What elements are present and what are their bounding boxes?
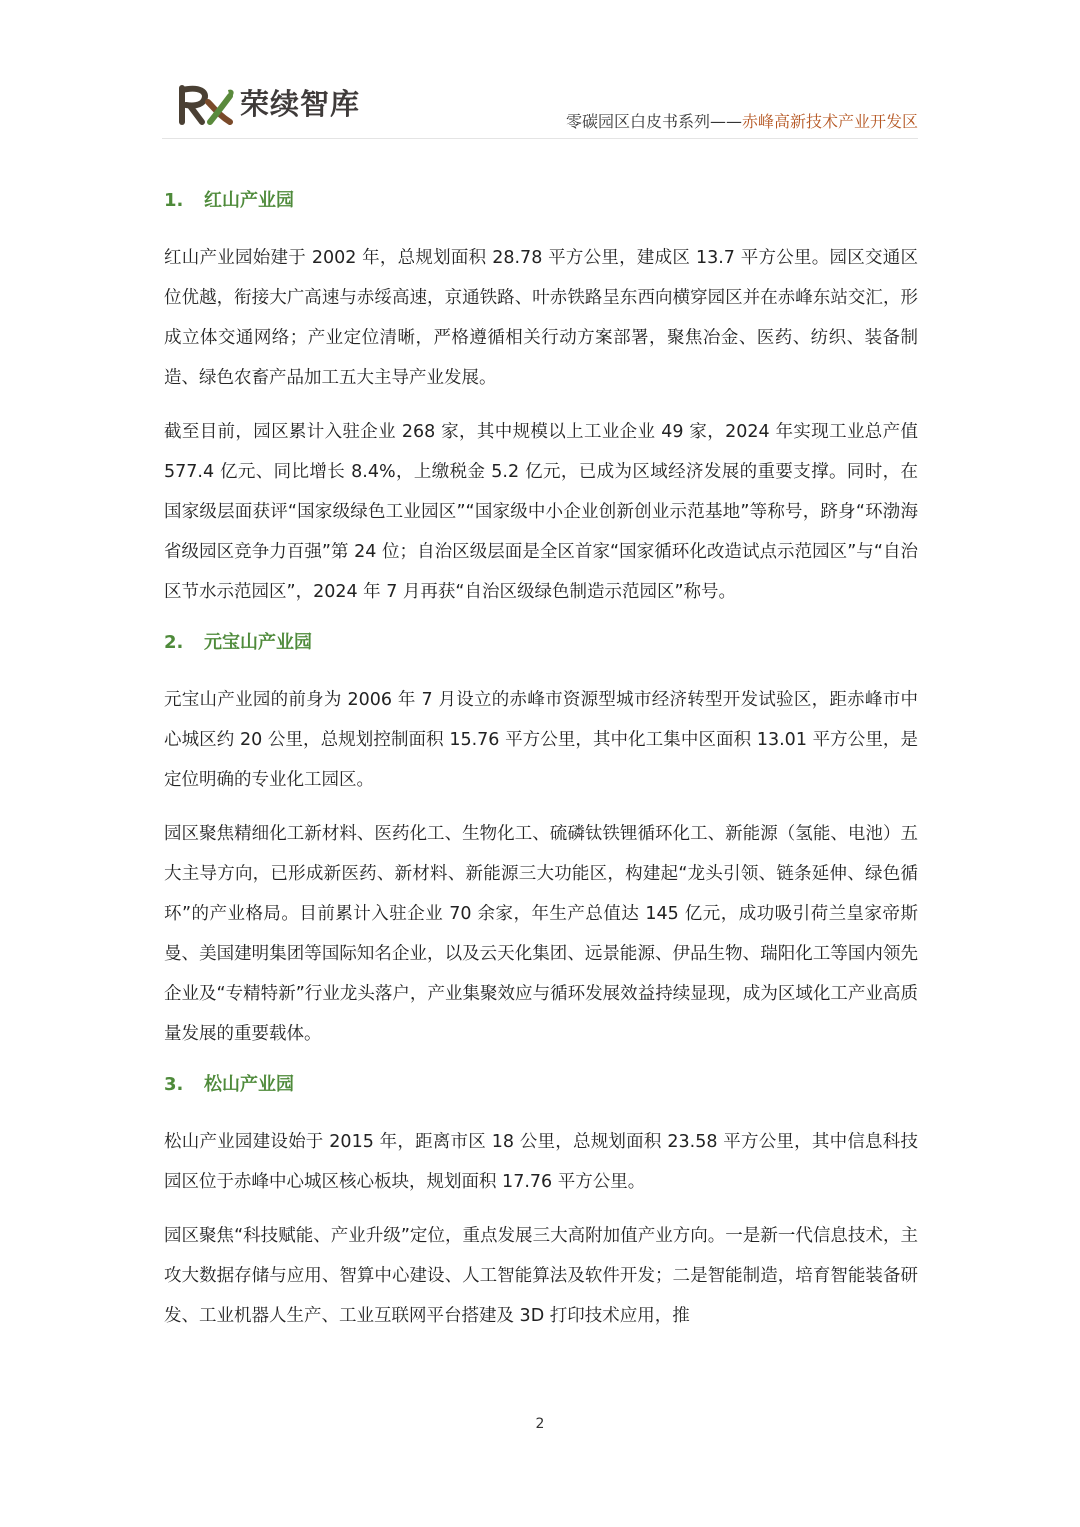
page-number: 2 [535,1416,545,1432]
brand-logo [178,82,360,126]
logo-text: 荣续智库 [240,87,361,121]
series-title: 零碳园区白皮书系列—— [565,112,742,131]
paragraph: 元宝山产业园的前身为 2006 年 7 月设立的赤峰市资源型城市经济转型开发试验区，距赤峰市中心城区约 20 公里，总规划控制面积 15.76 平方公里，其中化工集中区面积 13.01 平方公里，是定位明确的专业化工园区。 [164,690,918,790]
rx-logo-icon [178,82,236,126]
header-divider [162,138,918,139]
section-heading-1 [164,184,918,218]
paragraph: 园区聚焦“科技赋能、产业升级”定位，重点发展三大高附加值产业方向。一是新一代信息技术，主攻大数据存储与应用、智算中心建设、人工智能算法及软件开发；二是智能制造，培育智能装备研发、工业机器人生产、工业互联网平台搭建及 3D 打印技术应用，推 [164,1226,918,1326]
section-number: 1. [164,190,184,211]
section-heading-2 [164,626,918,660]
section-title: 松山产业园 [204,1074,294,1095]
paragraph: 园区聚焦精细化工新材料、医药化工、生物化工、硫磷钛铁锂循环化工、新能源（氢能、电池）五大主导方向，已形成新医药、新材料、新能源三大功能区，构建起“龙头引领、链条延伸、绿色循环”的产业格局。目前累计入驻企业 70 余家，年生产总值达 145 亿元，成功吸引荷兰皇家帝斯曼、美国建明集团等国际知名企业，以及云天化集团、远景能源、伊品生物、瑞阳化工等国内领先企业及“专精特新”行业龙头落户，产业集聚效应与循环发展效益持续显现，成为区域化工产业高质量发展的重要载体。 [164,824,918,1044]
document-body [164,184,918,1350]
section-title: 红山产业园 [204,190,294,211]
section-number: 3. [164,1074,184,1095]
section-heading-3 [164,1068,918,1102]
paragraph: 红山产业园始建于 2002 年，总规划面积 28.78 平方公里，建成区 13.7 平方公里。园区交通区位优越，衔接大广高速与赤绥高速，京通铁路、叶赤铁路呈东西向横穿园区并在赤峰东站交汇，形成立体交通网络；产业定位清晰，严格遵循相关行动方案部署，聚焦冶金、医药、纺织、装备制造、绿色农畜产品加工五大主导产业发展。 [164,248,918,388]
section-title: 元宝山产业园 [204,632,312,653]
paragraph: 松山产业园建设始于 2015 年，距离市区 18 公里，总规划面积 23.58 平方公里，其中信息科技园区位于赤峰中心城区核心板块，规划面积 17.76 平方公里。 [164,1132,918,1192]
subject-title: 赤峰高新技术产业开发区 [741,112,918,131]
running-header [566,110,918,134]
paragraph: 截至目前，园区累计入驻企业 268 家，其中规模以上工业企业 49 家，2024 年实现工业总产值 577.4 亿元、同比增长 8.4%，上缴税金 5.2 亿元，已成为区域经济发展的重要支撑。同时，在国家级层面获评“国家级绿色工业园区”“国家级中小企业创新创业示范基地”等称号，跻身“环渤海省级园区竞争力百强”第 24 位；自治区级层面是全区首家“国家循环化改造试点示范园区”与“自治区节水示范园区”，2024 年 7 月再获“自治区级绿色制造示范园区”称号。 [164,422,918,602]
section-number: 2. [164,632,184,653]
